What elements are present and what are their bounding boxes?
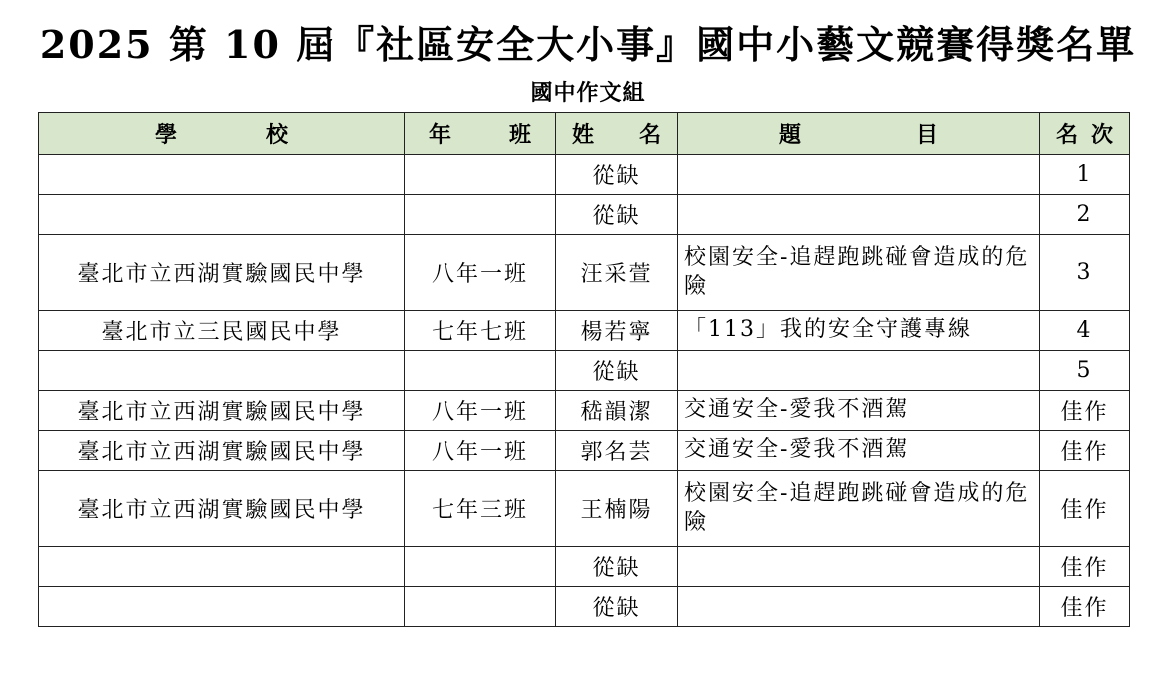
class-cell bbox=[405, 587, 556, 627]
table-header-row bbox=[39, 113, 1130, 155]
class-cell: 八年一班 bbox=[405, 391, 556, 431]
class-cell: 七年三班 bbox=[405, 471, 556, 547]
header-name bbox=[556, 113, 678, 155]
header-name-char-1: 姓 bbox=[572, 122, 595, 148]
table-row bbox=[39, 351, 1130, 391]
header-rank-char-2: 次 bbox=[1090, 122, 1113, 148]
rank-cell: 佳作 bbox=[1040, 431, 1130, 471]
rank-cell: 佳作 bbox=[1040, 587, 1130, 627]
student-name-cell: 從缺 bbox=[556, 155, 678, 195]
topic-cell bbox=[678, 351, 1040, 391]
topic-cell: 交通安全-愛我不酒駕 bbox=[678, 431, 1040, 471]
student-name-cell: 楊若寧 bbox=[556, 311, 678, 351]
table-row bbox=[39, 391, 1130, 431]
class-cell bbox=[405, 547, 556, 587]
header-school-char-1: 學 bbox=[155, 122, 178, 148]
table-row bbox=[39, 471, 1130, 547]
header-school-char-2: 校 bbox=[265, 122, 288, 148]
school-cell: 臺北市立西湖實驗國民中學 bbox=[39, 431, 405, 471]
student-name-cell: 從缺 bbox=[556, 195, 678, 235]
student-name-cell: 郭名芸 bbox=[556, 431, 678, 471]
school-cell: 臺北市立西湖實驗國民中學 bbox=[39, 471, 405, 547]
school-cell: 臺北市立西湖實驗國民中學 bbox=[39, 235, 405, 311]
rank-cell: 1 bbox=[1040, 155, 1130, 195]
school-cell bbox=[39, 547, 405, 587]
topic-cell: 校園安全-追趕跑跳碰會造成的危險 bbox=[678, 235, 1040, 311]
table-row bbox=[39, 155, 1130, 195]
header-school bbox=[39, 113, 405, 155]
student-name-cell: 從缺 bbox=[556, 587, 678, 627]
table-row bbox=[39, 235, 1130, 311]
topic-cell bbox=[678, 195, 1040, 235]
school-cell bbox=[39, 155, 405, 195]
student-name-cell: 從缺 bbox=[556, 351, 678, 391]
rank-cell: 2 bbox=[1040, 195, 1130, 235]
class-cell bbox=[405, 195, 556, 235]
header-class-char-1: 年 bbox=[429, 122, 452, 148]
class-cell: 八年一班 bbox=[405, 235, 556, 311]
rank-cell: 佳作 bbox=[1040, 391, 1130, 431]
school-cell: 臺北市立三民國民中學 bbox=[39, 311, 405, 351]
topic-cell bbox=[678, 547, 1040, 587]
header-class-char-2: 班 bbox=[508, 122, 531, 148]
header-topic-char-1: 題 bbox=[779, 122, 802, 148]
table-row bbox=[39, 431, 1130, 471]
rank-cell: 佳作 bbox=[1040, 471, 1130, 547]
rank-cell: 4 bbox=[1040, 311, 1130, 351]
rank-cell: 5 bbox=[1040, 351, 1130, 391]
header-topic-char-2: 目 bbox=[915, 122, 938, 148]
student-name-cell: 王楠陽 bbox=[556, 471, 678, 547]
header-topic bbox=[678, 113, 1040, 155]
table-row bbox=[39, 311, 1130, 351]
class-cell bbox=[405, 155, 556, 195]
school-cell bbox=[39, 351, 405, 391]
rank-cell: 3 bbox=[1040, 235, 1130, 311]
student-name-cell: 從缺 bbox=[556, 547, 678, 587]
table-row bbox=[39, 547, 1130, 587]
header-name-char-2: 名 bbox=[638, 122, 661, 148]
school-cell: 臺北市立西湖實驗國民中學 bbox=[39, 391, 405, 431]
award-rows bbox=[39, 155, 1130, 627]
header-rank-char-1: 名 bbox=[1056, 122, 1079, 148]
topic-cell: 「113」我的安全守護專線 bbox=[678, 311, 1040, 351]
school-cell bbox=[39, 195, 405, 235]
student-name-cell: 汪采萱 bbox=[556, 235, 678, 311]
topic-cell: 校園安全-追趕跑跳碰會造成的危險 bbox=[678, 471, 1040, 547]
section-subtitle: 國中作文組 bbox=[530, 80, 646, 106]
class-cell bbox=[405, 351, 556, 391]
student-name-cell: 嵇韻潔 bbox=[556, 391, 678, 431]
topic-cell bbox=[678, 155, 1040, 195]
header-rank bbox=[1040, 113, 1130, 155]
topic-cell: 交通安全-愛我不酒駕 bbox=[678, 391, 1040, 431]
class-cell: 七年七班 bbox=[405, 311, 556, 351]
school-cell bbox=[39, 587, 405, 627]
table-row bbox=[39, 587, 1130, 627]
table-row bbox=[39, 195, 1130, 235]
class-cell: 八年一班 bbox=[405, 431, 556, 471]
header-class bbox=[405, 113, 556, 155]
awards-table bbox=[38, 112, 1130, 627]
topic-cell bbox=[678, 587, 1040, 627]
document-title: 2025 第 10 屆『社區安全大小事』國中小藝文競賽得獎名單 bbox=[39, 22, 1137, 67]
rank-cell: 佳作 bbox=[1040, 547, 1130, 587]
